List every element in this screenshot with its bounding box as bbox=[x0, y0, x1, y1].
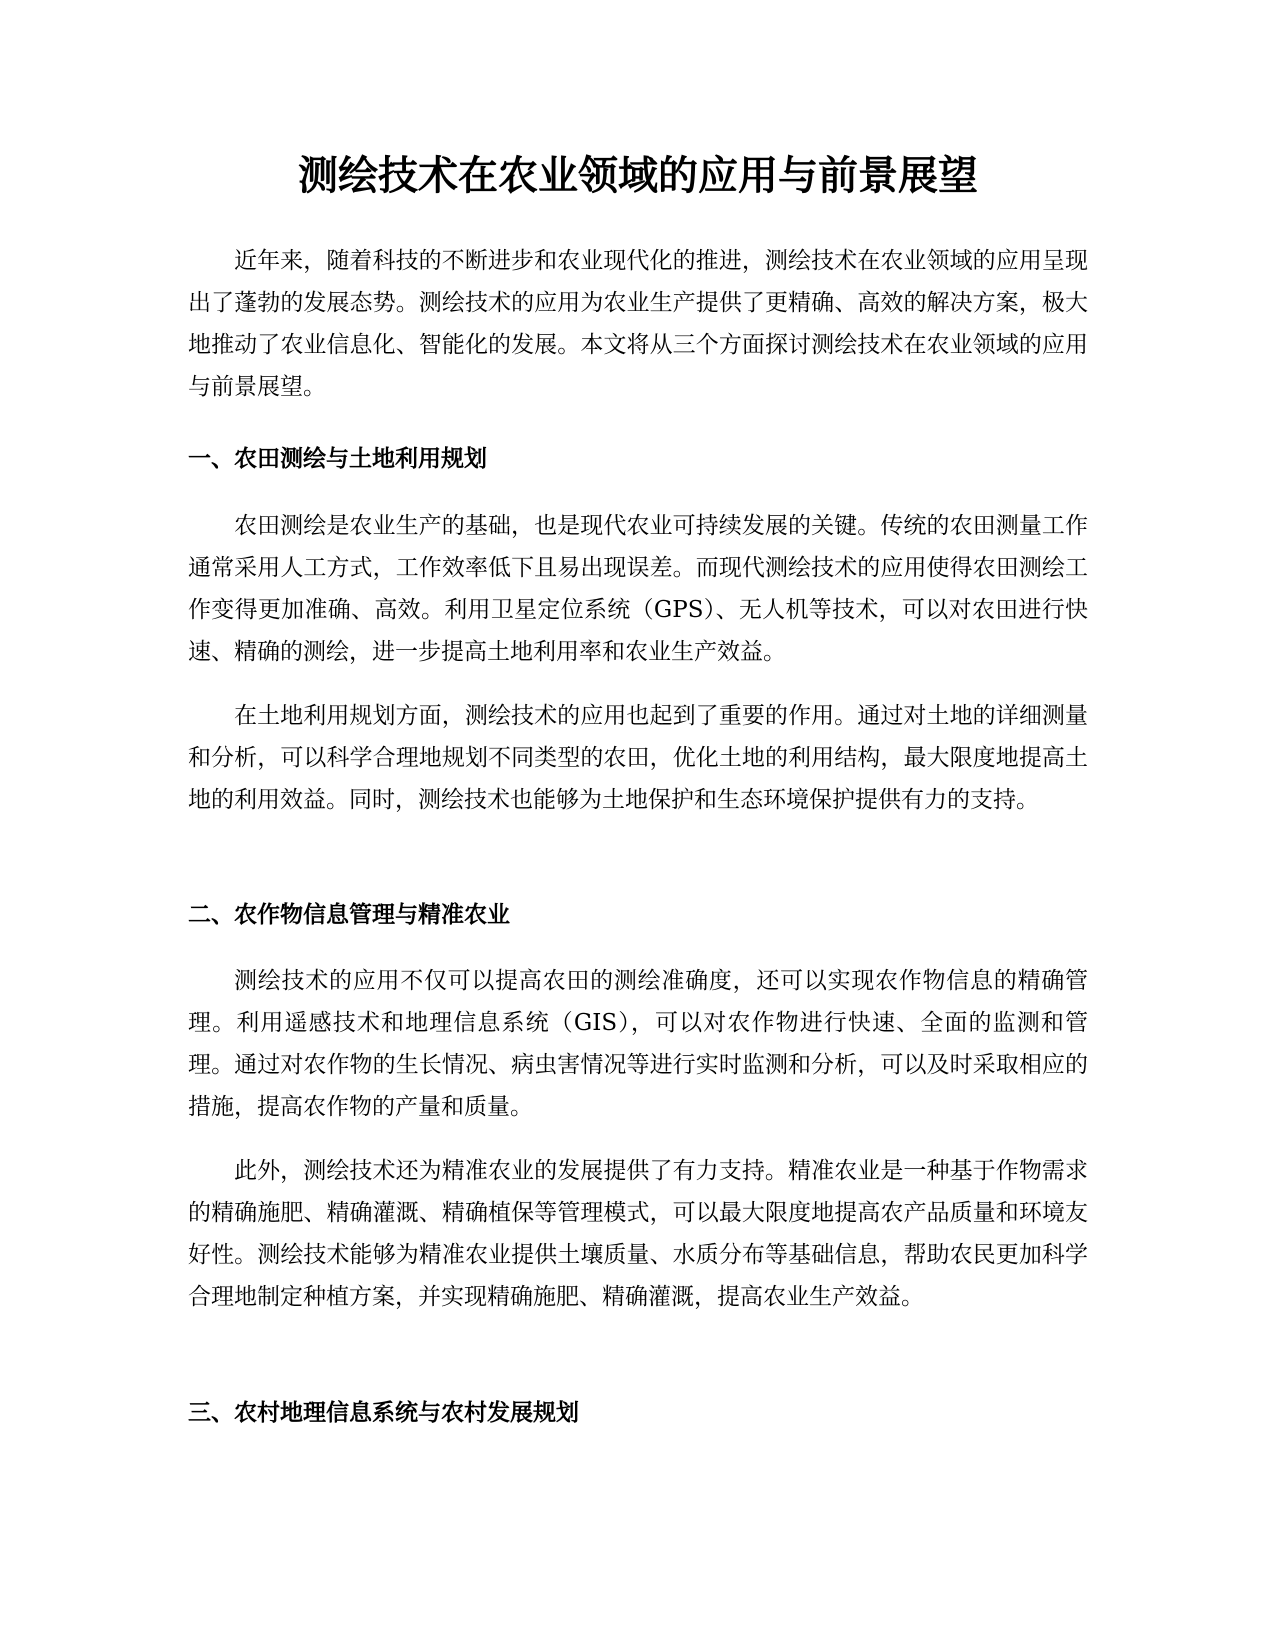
section-1-paragraph-1: 农田测绘是农业生产的基础，也是现代农业可持续发展的关键。传统的农田测量工作通常采用人工方式，工作效率低下且易出现误差。而现代测绘技术的应用使得农田测绘工作变得更加准确、高效。利用卫星定位系统（GPS）、无人机等技术，可以对农田进行快速、精确的测绘，进一步提高土地利用率和农业生产效益。 bbox=[188, 513, 1088, 665]
section-2-paragraph-2: 此外，测绘技术还为精准农业的发展提供了有力支持。精准农业是一种基于作物需求的精确施肥、精确灌溉、精确植保等管理模式，可以最大限度地提高农产品质量和环境友好性。测绘技术能够为精准农业提供土壤质量、水质分布等基础信息，帮助农民更加科学合理地制定种植方案，并实现精确施肥、精确灌溉，提高农业生产效益。 bbox=[188, 1158, 1088, 1310]
section-2-heading: 二、农作物信息管理与精准农业 bbox=[188, 902, 510, 928]
section-2-paragraph-1: 测绘技术的应用不仅可以提高农田的测绘准确度，还可以实现农作物信息的精确管理。利用遥感技术和地理信息系统（GIS），可以对农作物进行快速、全面的监测和管理。通过对农作物的生长情况、病虫害情况等进行实时监测和分析，可以及时采取相应的措施，提高农作物的产量和质量。 bbox=[188, 968, 1088, 1120]
document-title: 测绘技术在农业领域的应用与前景展望 bbox=[298, 153, 978, 199]
section-1-paragraph-2: 在土地利用规划方面，测绘技术的应用也起到了重要的作用。通过对土地的详细测量和分析，可以科学合理地规划不同类型的农田，优化土地的利用结构，最大限度地提高土地的利用效益。同时，测绘技术也能够为土地保护和生态环境保护提供有力的支持。 bbox=[188, 703, 1088, 813]
intro-paragraph: 近年来，随着科技的不断进步和农业现代化的推进，测绘技术在农业领域的应用呈现出了蓬勃的发展态势。测绘技术的应用为农业生产提供了更精确、高效的解决方案，极大地推动了农业信息化、智能化的发展。本文将从三个方面探讨测绘技术在农业领域的应用与前景展望。 bbox=[188, 248, 1088, 400]
section-1-heading: 一、农田测绘与土地利用规划 bbox=[188, 446, 487, 472]
section-3-heading: 三、农村地理信息系统与农村发展规划 bbox=[188, 1400, 579, 1426]
